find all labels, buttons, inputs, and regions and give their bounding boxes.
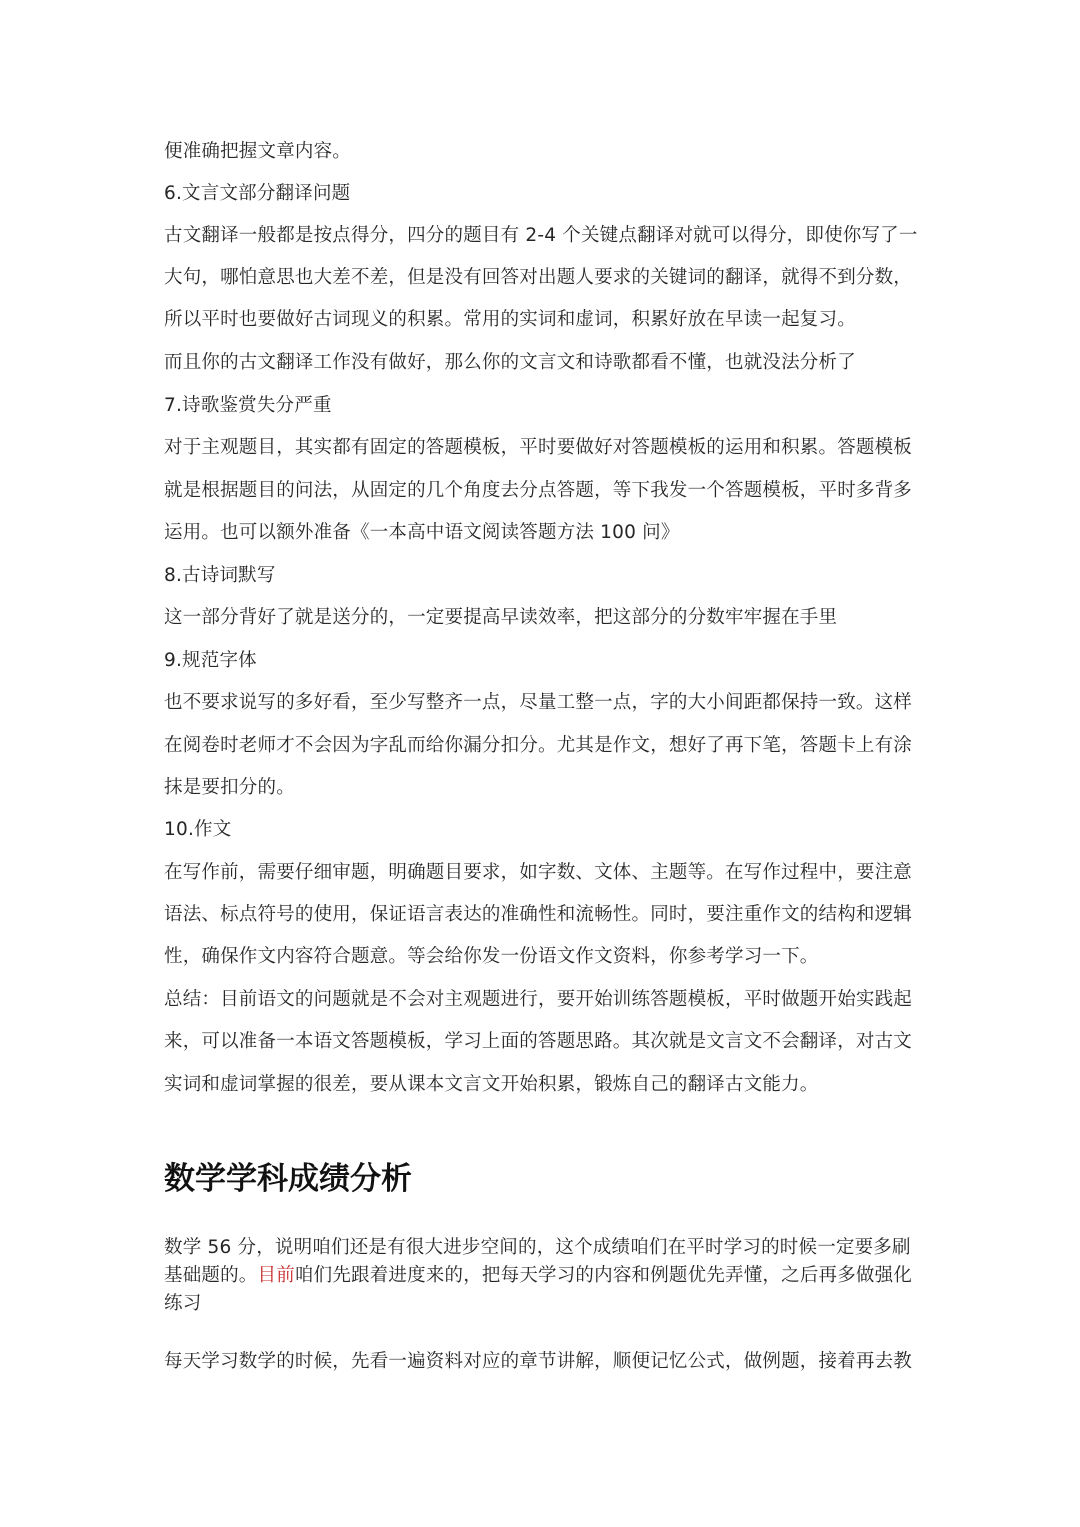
text-line: 所以平时也要做好古词现义的积累。常用的实词和虚词，积累好放在早读一起复习。 [164, 309, 856, 330]
text-line: 而且你的古文翻译工作没有做好，那么你的文言文和诗歌都看不懂，也就没法分析了 [164, 352, 856, 373]
text-line: 抹是要扣分的。 [164, 777, 295, 798]
math-paragraph-line: 数学 56 分，说明咱们还是有很大进步空间的，这个成绩咱们在平时学习的时候一定要多刷 [164, 1237, 911, 1258]
summary-line: 总结：目前语文的问题就是不会对主观题进行，要开始训练答题模板，平时做题开始实践起 [164, 989, 913, 1010]
math-section-heading: 数学学科成绩分析 [164, 1161, 412, 1197]
text-line: 古文翻译一般都是按点得分，四分的题目有 2-4 个关键点翻译对就可以得分，即使你写了一 [164, 225, 918, 246]
text-line: 便准确把握文章内容。 [164, 141, 352, 162]
section-title: 9.规范字体 [164, 650, 257, 671]
section-title: 7.诗歌鉴赏失分严重 [164, 395, 332, 416]
text-line: 就是根据题目的问法，从固定的几个角度去分点答题，等下我发一个答题模板，平时多背多 [164, 480, 913, 501]
text-line: 运用。也可以额外准备《一本高中语文阅读答题方法 100 问》 [164, 522, 680, 543]
text-line: 性，确保作文内容符合题意。等会给你发一份语文作文资料，你参考学习一下。 [164, 946, 819, 967]
text-line: 语法、标点符号的使用，保证语言表达的准确性和流畅性。同时，要注重作文的结构和逻辑 [164, 904, 913, 925]
text-segment: 基础题的。 [164, 1265, 258, 1286]
section-title: 10.作文 [164, 819, 232, 840]
section-title: 8.古诗词默写 [164, 565, 276, 586]
text-line: 这一部分背好了就是送分的，一定要提高早读效率，把这部分的分数牢牢握在手里 [164, 607, 838, 628]
text-line: 在写作前，需要仔细审题，明确题目要求，如字数、文体、主题等。在写作过程中，要注意 [164, 862, 913, 883]
text-line: 大句，哪怕意思也大差不差，但是没有回答对出题人要求的关键词的翻译，就得不到分数， [164, 267, 913, 288]
math-paragraph-line [164, 1262, 912, 1290]
math-paragraph-line: 练习 [164, 1293, 202, 1314]
math-paragraph-line: 每天学习数学的时候，先看一遍资料对应的章节讲解，顺便记忆公式，做例题，接着再去教 [164, 1351, 913, 1372]
text-segment: 咱们先跟着进度来的，把每天学习的内容和例题优先弄懂，之后再多做强化 [294, 1265, 913, 1286]
summary-line: 来，可以准备一本语文答题模板，学习上面的答题思路。其次就是文言文不会翻译，对古文 [164, 1031, 913, 1052]
section-title: 6.文言文部分翻译问题 [164, 183, 351, 204]
summary-line: 实词和虚词掌握的很差，要从课本文言文开始积累，锻炼自己的翻译古文能力。 [164, 1074, 819, 1095]
text-line: 对于主观题目，其实都有固定的答题模板，平时要做好对答题模板的运用和积累。答题模板 [164, 437, 913, 458]
text-line: 也不要求说写的多好看，至少写整齐一点，尽量工整一点，字的大小间距都保持一致。这样 [164, 692, 913, 713]
highlighted-text: 目前 [257, 1265, 295, 1286]
text-line: 在阅卷时老师才不会因为字乱而给你漏分扣分。尤其是作文，想好了再下笔，答题卡上有涂 [164, 735, 913, 756]
